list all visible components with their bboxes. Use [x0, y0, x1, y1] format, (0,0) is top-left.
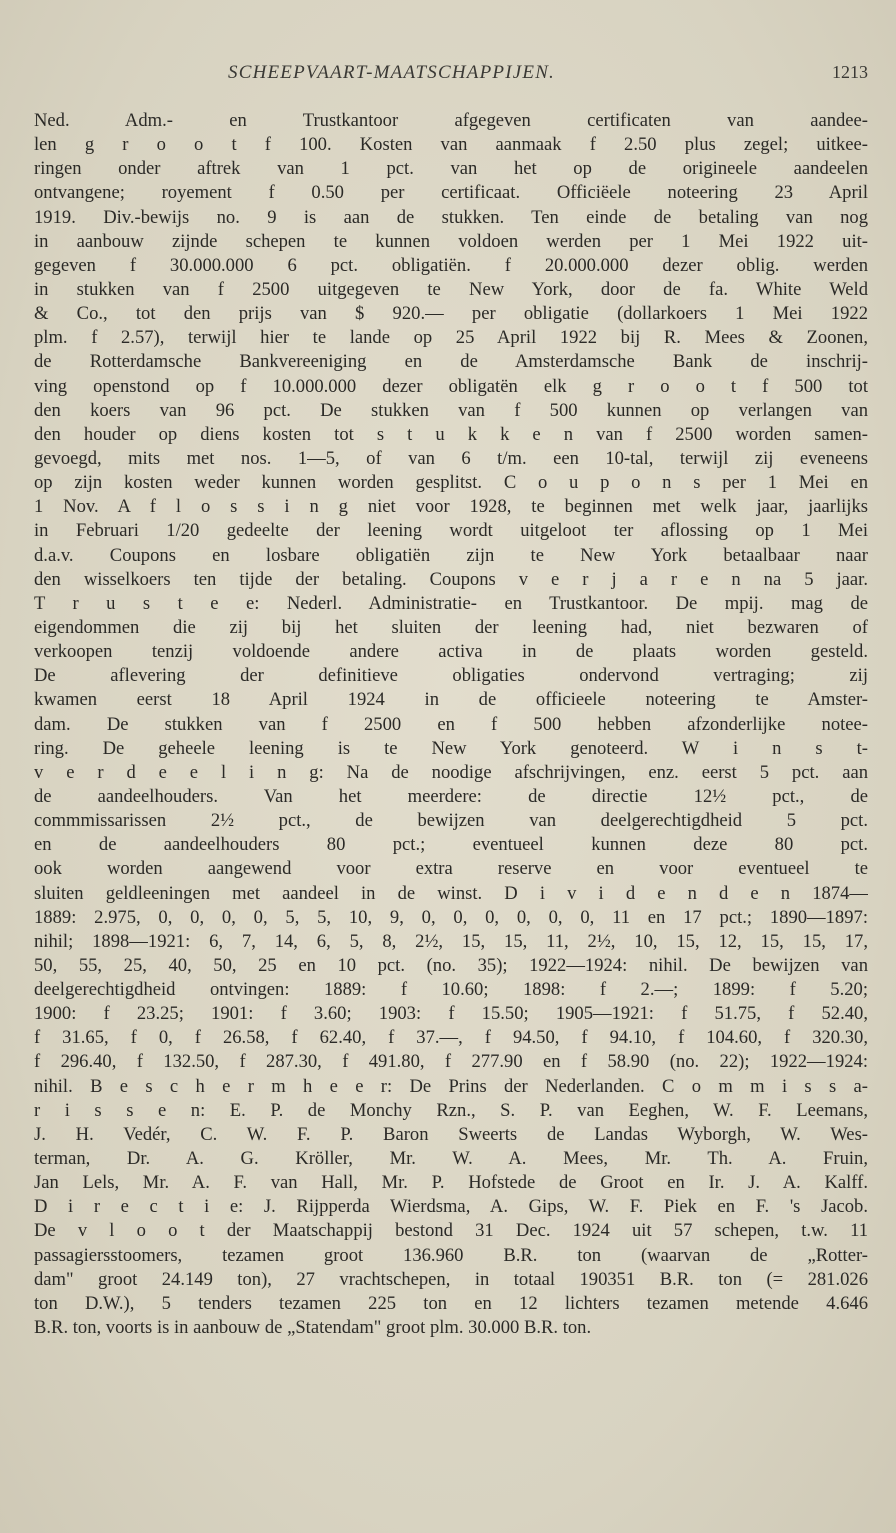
text-line: d.a.v. Coupons en losbare obligatiën zijn te New York betaalbaar naar	[34, 544, 868, 566]
text-line: ringen onder aftrek van 1 pct. van het op de origineele aandeelen	[34, 158, 868, 180]
text-line: B.R. ton, voorts is in aanbouw de „Statendam" groot plm. 30.000 B.R. ton.	[34, 1317, 592, 1339]
text-line: J. H. Vedér, C. W. F. P. Baron Sweerts de Landas Wyborgh, W. Wes-	[34, 1123, 868, 1145]
text-line: en de aandeelhouders 80 pct.; eventueel kunnen deze 80 pct.	[34, 834, 868, 856]
text-line: r i s s e n: E. P. de Monchy Rzn., S. P. van Eeghen, W. F. Leemans,	[34, 1099, 868, 1121]
text-line: deelgerechtigdheid ontvingen: 1889: f 10.60; 1898: f 2.—; 1899: f 5.20;	[34, 979, 868, 1001]
text-line: plm. f 2.57), terwijl hier te lande op 25 April 1922 bij R. Mees & Zoonen,	[34, 327, 868, 349]
text-line: de aandeelhouders. Van het meerdere: de directie 12½ pct., de	[34, 785, 868, 807]
text-line: Jan Lels, Mr. A. F. van Hall, Mr. P. Hofstede de Groot en Ir. J. A. Kalff.	[34, 1172, 868, 1194]
text-line: ontvangene; royement f 0.50 per certificaat. Officiëele noteering 23 April	[34, 182, 868, 204]
text-line: ook worden aangewend voor extra reserve en voor eventueel te	[34, 858, 868, 880]
text-line: 1889: 2.975, 0, 0, 0, 0, 5, 5, 10, 9, 0, 0, 0, 0, 0, 0, 11 en 17 pct.; 1890—1897:	[34, 906, 868, 928]
text-line: den koers van 96 pct. De stukken van f 500 kunnen op verlangen van	[34, 399, 868, 421]
text-line: de Rotterdamsche Bankvereeniging en de Amsterdamsche Bank de inschrij-	[34, 351, 868, 373]
text-line: T r u s t e e: Nederl. Administratie- en Trustkantoor. De mpij. mag de	[34, 592, 868, 614]
text-line: gegeven f 30.000.000 6 pct. obligatiën. f 20.000.000 dezer oblig. werden	[34, 254, 868, 276]
text-line: D i r e c t i e: J. Rijpperda Wierdsma, A. Gips, W. F. Piek en F. 's Jacob.	[34, 1196, 868, 1218]
text-line: terman, Dr. A. G. Kröller, Mr. W. A. Mees, Mr. Th. A. Fruin,	[34, 1148, 868, 1170]
running-head	[0, 62, 896, 88]
text-line: f 296.40, f 132.50, f 287.30, f 491.80, f 277.90 en f 58.90 (no. 22); 1922—1924:	[34, 1051, 868, 1073]
text-line: op zijn kosten weder kunnen worden gesplitst. C o u p o n s per 1 Mei en	[34, 472, 868, 494]
text-line: ton D.W.), 5 tenders tezamen 225 ton en 12 lichters tezamen metende 4.646	[34, 1292, 868, 1314]
text-line: 1900: f 23.25; 1901: f 3.60; 1903: f 15.50; 1905—1921: f 51.75, f 52.40,	[34, 1003, 868, 1025]
text-line: kwamen eerst 18 April 1924 in de officieele noteering te Amster-	[34, 689, 868, 711]
text-line: commmissarissen 2½ pct., de bewijzen van deelgerechtigdheid 5 pct.	[34, 810, 868, 832]
text-line: & Co., tot den prijs van $ 920.— per obligatie (dollarkoers 1 Mei 1922	[34, 303, 868, 325]
text-line: nihil; 1898—1921: 6, 7, 14, 6, 5, 8, 2½, 15, 15, 11, 2½, 10, 15, 12, 15, 15, 17,	[34, 930, 868, 952]
text-line: in Februari 1/20 gedeelte der leening wordt uitgeloot ter aflossing op 1 Mei	[34, 520, 868, 542]
text-line: den houder op diens kosten tot s t u k k e n van f 2500 worden samen-	[34, 423, 868, 445]
page-number: 1213	[832, 62, 868, 82]
text-line: passagiersstoomers, tezamen groot 136.960 B.R. ton (waarvan de „Rotter-	[34, 1244, 868, 1266]
text-line: De v l o o t der Maatschappij bestond 31 Dec. 1924 uit 57 schepen, t.w. 11	[34, 1220, 868, 1242]
text-line: len g r o o t f 100. Kosten van aanmaak f 2.50 plus zegel; uitkee-	[34, 134, 868, 156]
text-line: sluiten geldleeningen met aandeel in de winst. D i v i d e n d e n 1874—	[34, 882, 868, 904]
text-line: dam" groot 24.149 ton), 27 vrachtschepen, in totaal 190351 B.R. ton (= 281.026	[34, 1268, 868, 1290]
text-line: in aanbouw zijnde schepen te kunnen voldoen werden per 1 Mei 1922 uit-	[34, 230, 868, 252]
text-line: verkoopen tenzij voldoende andere activa in de plaats worden gesteld.	[34, 641, 868, 663]
text-line: f 31.65, f 0, f 26.58, f 62.40, f 37.—, f 94.50, f 94.10, f 104.60, f 320.30,	[34, 1027, 868, 1049]
text-line: ving openstond op f 10.000.000 dezer obligatën elk g r o o t f 500 tot	[34, 375, 868, 397]
text-line: eigendommen die zij bij het sluiten der leening had, niet bezwaren of	[34, 616, 868, 638]
text-line: in stukken van f 2500 uitgegeven te New York, door de fa. White Weld	[34, 278, 868, 300]
text-line: 1919. Div.-bewijs no. 9 is aan de stukken. Ten einde de betaling van nog	[34, 206, 868, 228]
body-text	[34, 109, 868, 1340]
text-line: nihil. B e s c h e r m h e e r: De Prins der Nederlanden. C o m m i s s a-	[34, 1075, 868, 1097]
text-line: gevoegd, mits met nos. 1—5, of van 6 t/m. een 10-tal, terwijl zij eveneens	[34, 447, 868, 469]
text-line: 50, 55, 25, 40, 50, 25 en 10 pct. (no. 35); 1922—1924: nihil. De bewijzen van	[34, 954, 868, 976]
running-head-title: SCHEEPVAART-MAATSCHAPPIJEN.	[228, 62, 556, 83]
text-line: den wisselkoers ten tijde der betaling. Coupons v e r j a r e n na 5 jaar.	[34, 568, 868, 590]
text-line: De aflevering der definitieve obligaties ondervond vertraging; zij	[34, 665, 868, 687]
text-line: dam. De stukken van f 2500 en f 500 hebben afzonderlijke notee-	[34, 713, 868, 735]
text-line: 1 Nov. A f l o s s i n g niet voor 1928, te beginnen met welk jaar, jaarlijks	[34, 496, 868, 518]
text-line: ring. De geheele leening is te New York genoteerd. W i n s t-	[34, 737, 868, 759]
text-line: v e r d e e l i n g: Na de noodige afschrijvingen, enz. eerst 5 pct. aan	[34, 761, 868, 783]
text-line: Ned. Adm.- en Trustkantoor afgegeven certificaten van aandee-	[34, 110, 868, 131]
